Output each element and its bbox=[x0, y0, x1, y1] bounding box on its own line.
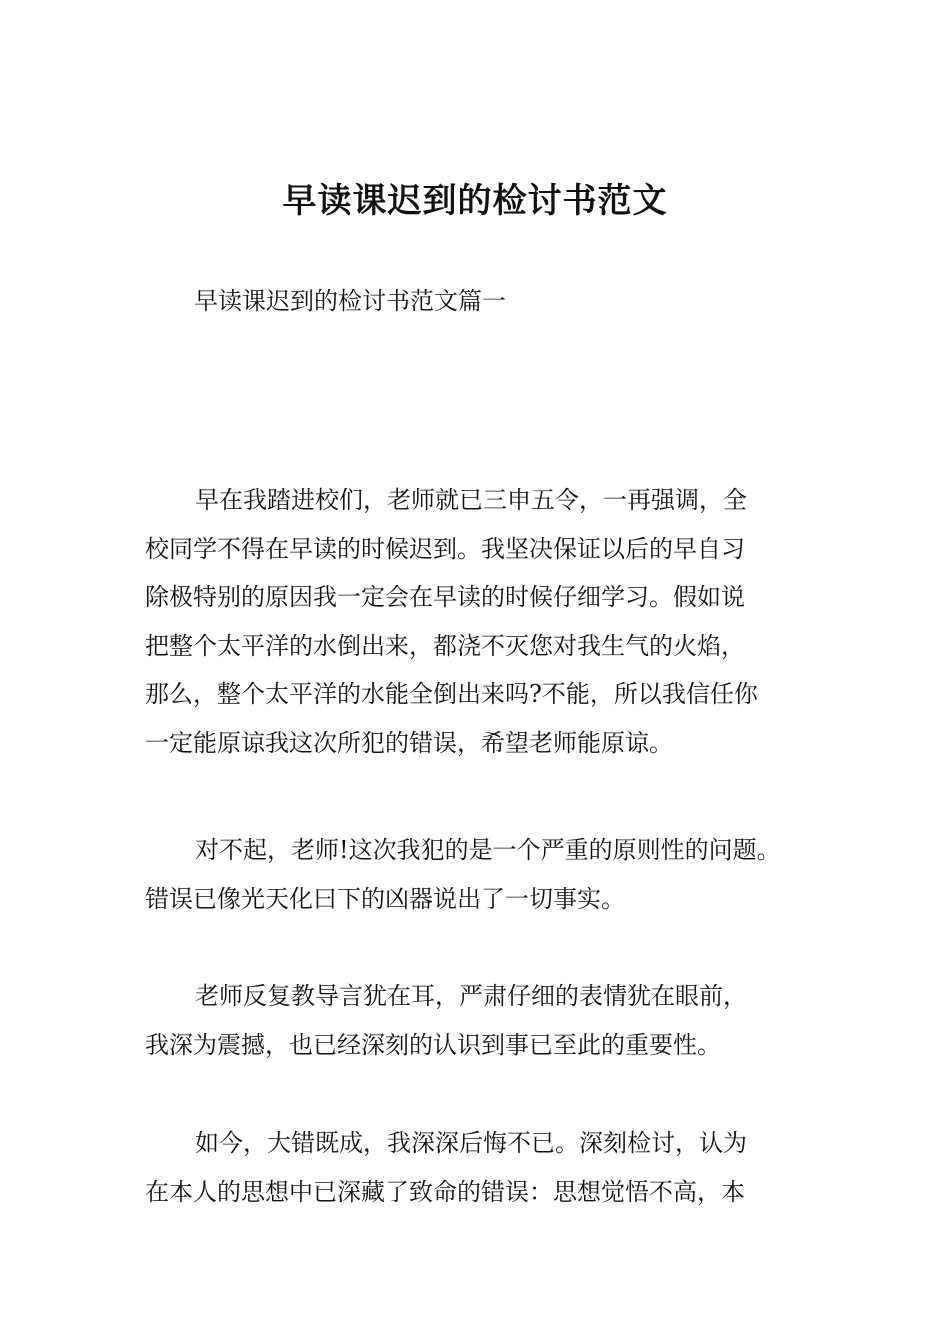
paragraph-line: 老师反复教导言犹在耳，严肃仔细的表情犹在眼前， bbox=[195, 982, 747, 1010]
paragraph-line: 除极特别的原因我一定会在早读的时候仔细学习。假如说 bbox=[145, 583, 745, 611]
paragraph-line: 错误已像光天化曰下的凶器说出了一切事实。 bbox=[145, 884, 625, 913]
paragraph-3 bbox=[145, 972, 810, 1069]
paragraph-1 bbox=[145, 476, 810, 767]
paragraph-line: 那么，整个太平洋的水能全倒出来吗?不能，所以我信任你 bbox=[145, 680, 758, 708]
paragraph-line: 如今，大错既成，我深深后悔不已。深刻检讨，认为 bbox=[195, 1129, 747, 1157]
paragraph-line: 我深为震撼，也已经深刻的认识到事已至此的重要性。 bbox=[145, 1030, 721, 1059]
paragraph-2 bbox=[145, 826, 810, 923]
paragraph-4 bbox=[145, 1119, 810, 1216]
paragraph-line: 对不起，老师!这次我犯的是一个严重的原则性的问题。 bbox=[195, 836, 781, 864]
section-heading: 早读课迟到的检讨书范文篇一 bbox=[194, 287, 506, 315]
paragraph-line: 校同学不得在早读的时候迟到。我坚决保证以后的早自习 bbox=[145, 534, 745, 563]
paragraph-line: 在本人的思想中已深藏了致命的错误：思想觉悟不高，本 bbox=[145, 1177, 745, 1206]
paragraph-line: 早在我踏进校们，老师就已三申五令，一再强调，全 bbox=[195, 486, 747, 514]
paragraph-line: 把整个太平洋的水倒出来，都浇不灭您对我生气的火焰， bbox=[145, 631, 745, 660]
paragraph-line: 一定能原谅我这次所犯的错误，希望老师能原谅。 bbox=[145, 728, 673, 757]
document-title: 早读课迟到的检讨书范文 bbox=[282, 181, 668, 221]
